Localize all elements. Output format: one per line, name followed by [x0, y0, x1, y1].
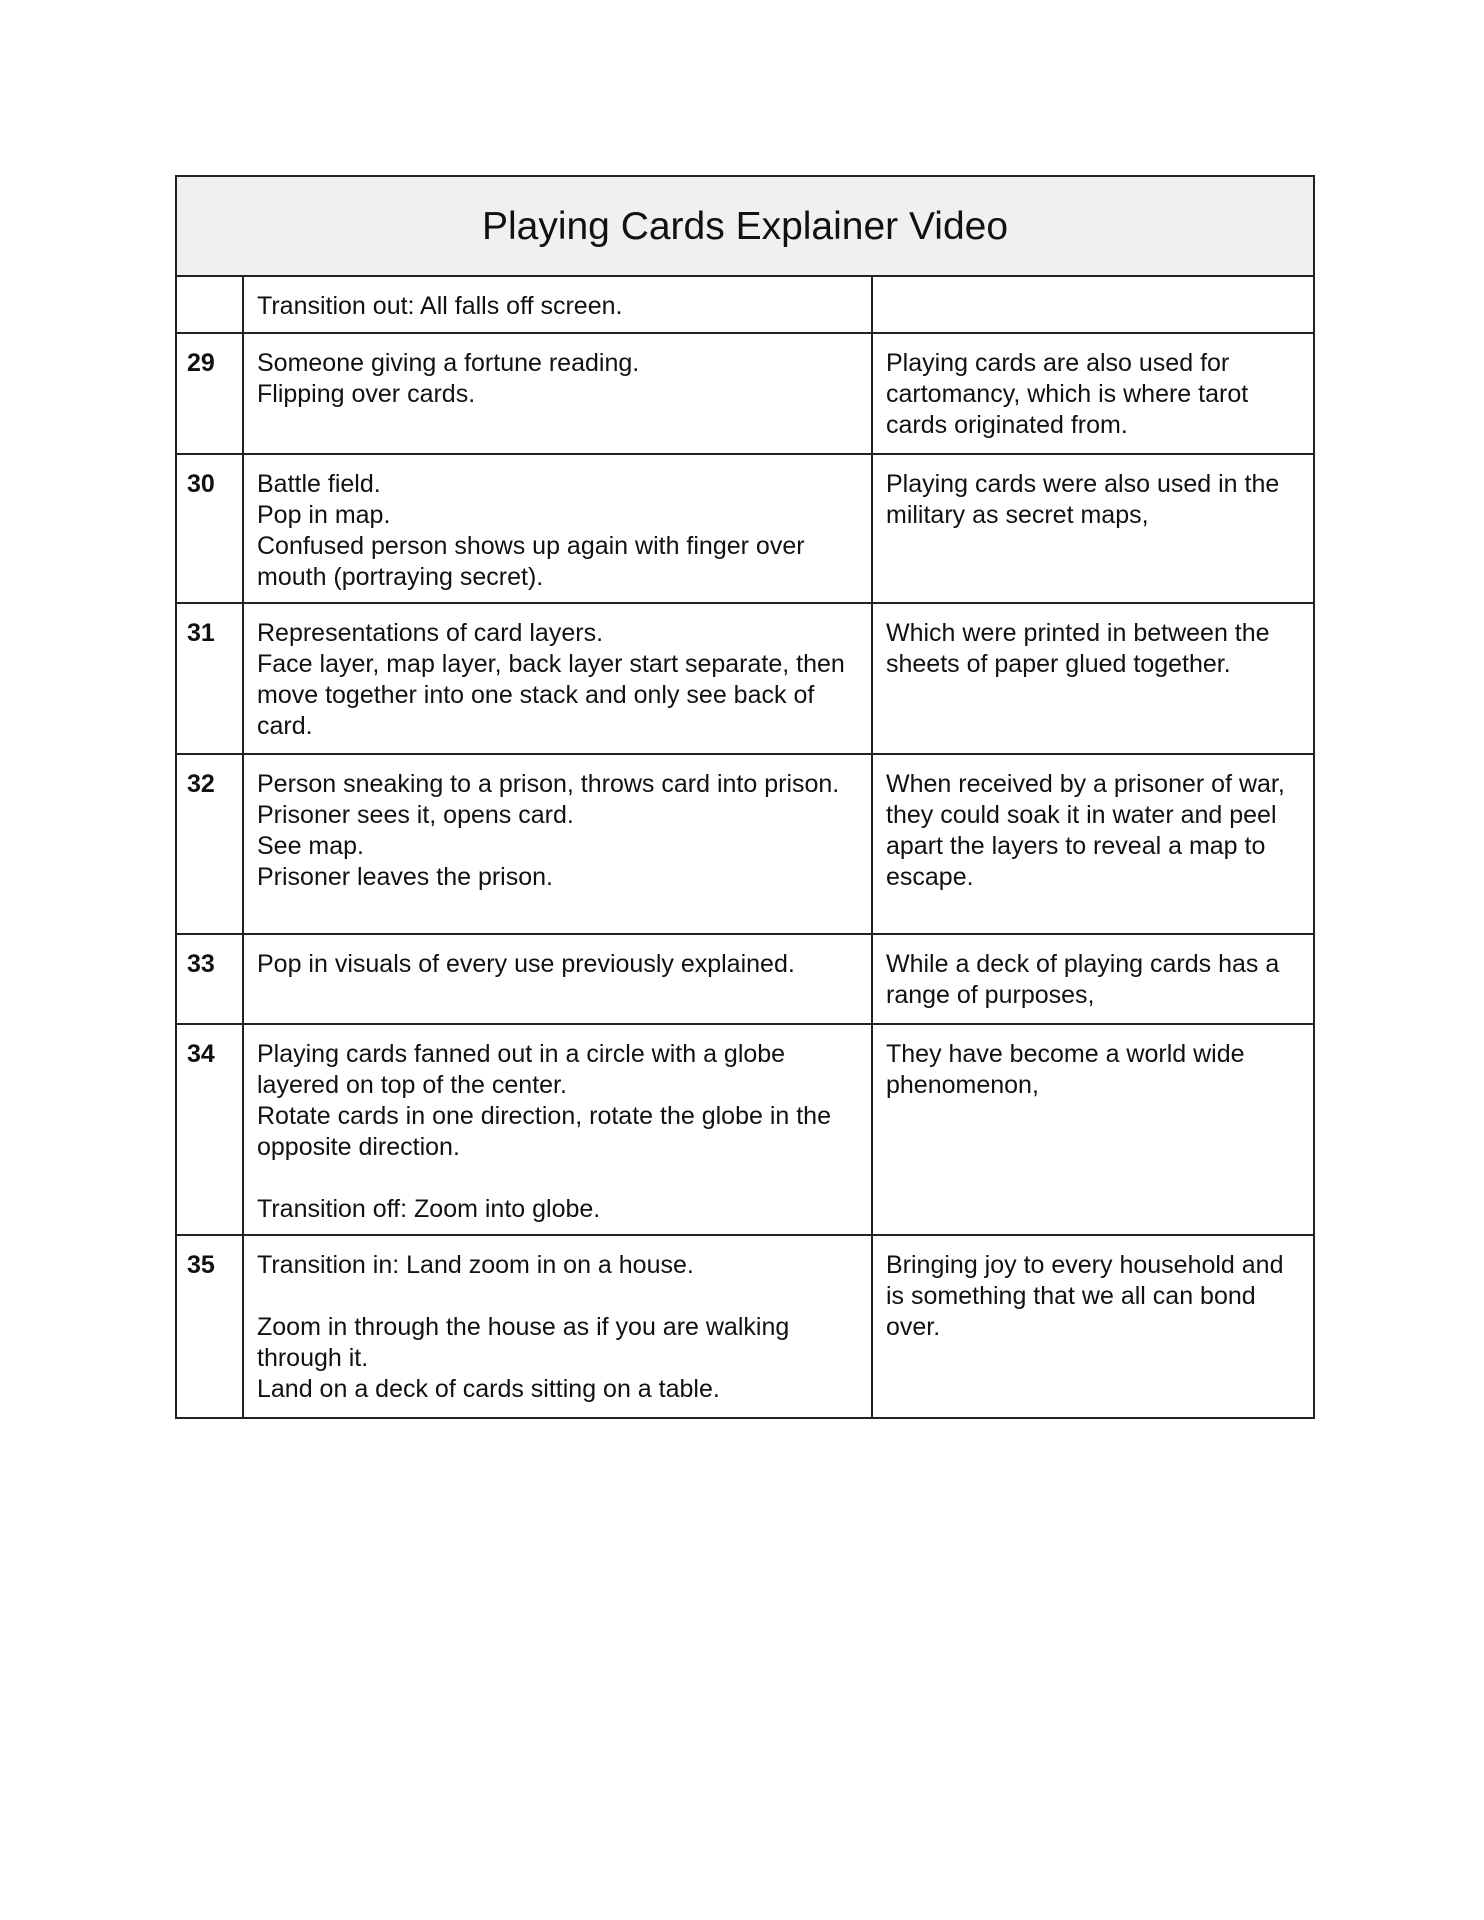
visual-line: Someone giving a fortune reading. — [257, 349, 640, 377]
table-row — [176, 333, 1314, 454]
visual-line: Flipping over cards. — [257, 380, 476, 408]
narration-cell — [872, 333, 1314, 454]
table-row — [176, 1024, 1314, 1235]
visual-line: Rotate cards in one direction, rotate the globe in the opposite direction. — [257, 1102, 838, 1161]
scene-number: 30 — [176, 454, 243, 603]
visual-line: Prisoner leaves the prison. — [257, 863, 553, 891]
narration-line: Playing cards were also used in the military as secret maps, — [886, 470, 1287, 529]
table-row — [176, 754, 1314, 934]
visual-line — [257, 1281, 858, 1312]
table-row — [176, 934, 1314, 1024]
visual-line: Battle field. — [257, 470, 381, 498]
visual-cell — [243, 1235, 872, 1418]
narration-cell — [872, 276, 1314, 333]
narration-line: Which were printed in between the sheets of paper glued together. — [886, 619, 1277, 678]
visual-line: Transition out: All falls off screen. — [257, 292, 623, 320]
visual-line: See map. — [257, 832, 365, 860]
narration-cell — [872, 1235, 1314, 1418]
storyboard-table — [175, 175, 1315, 1419]
narration-line: When received by a prisoner of war, they could soak it in water and peel apart the layers to reveal a map to escape. — [886, 770, 1292, 891]
narration-line: Bringing joy to every household and is something that we all can bond over. — [886, 1251, 1291, 1341]
table-row — [176, 276, 1314, 333]
narration-line: While a deck of playing cards has a range of purposes, — [886, 950, 1287, 1009]
visual-line: Zoom in through the house as if you are walking through it. — [257, 1313, 797, 1372]
visual-line: Person sneaking to a prison, throws card into prison. — [257, 770, 840, 798]
visual-line: Playing cards fanned out in a circle with a globe layered on top of the center. — [257, 1040, 793, 1099]
visual-line: Prisoner sees it, opens card. — [257, 801, 574, 829]
visual-line — [257, 1163, 858, 1194]
narration-cell — [872, 1024, 1314, 1235]
visual-line: Pop in map. — [257, 501, 391, 529]
visual-line: Transition off: Zoom into globe. — [257, 1195, 601, 1223]
title-row — [176, 176, 1314, 276]
visual-cell — [243, 934, 872, 1024]
visual-cell — [243, 454, 872, 603]
scene-number — [176, 276, 243, 333]
narration-line: Playing cards are also used for cartomancy, which is where tarot cards originated from. — [886, 349, 1256, 439]
scene-number: 31 — [176, 603, 243, 754]
scene-number: 33 — [176, 934, 243, 1024]
visual-line: Pop in visuals of every use previously explained. — [257, 950, 795, 978]
narration-cell — [872, 934, 1314, 1024]
narration-cell — [872, 603, 1314, 754]
visual-line: Representations of card layers. — [257, 619, 604, 647]
visual-cell — [243, 754, 872, 934]
visual-cell — [243, 1024, 872, 1235]
table-row — [176, 454, 1314, 603]
visual-cell — [243, 276, 872, 333]
visual-line: Face layer, map layer, back layer start separate, then move together into one stack and only see back of card. — [257, 650, 852, 740]
visual-line: Transition in: Land zoom in on a house. — [257, 1251, 694, 1279]
visual-cell — [243, 333, 872, 454]
visual-line: Confused person shows up again with finger over mouth (portraying secret). — [257, 532, 812, 591]
scene-number: 34 — [176, 1024, 243, 1235]
visual-line: Land on a deck of cards sitting on a table. — [257, 1375, 720, 1403]
narration-cell — [872, 754, 1314, 934]
scene-number: 32 — [176, 754, 243, 934]
scene-number: 29 — [176, 333, 243, 454]
document-title: Playing Cards Explainer Video — [176, 176, 1314, 276]
table-row — [176, 1235, 1314, 1418]
narration-line: They have become a world wide phenomenon, — [886, 1040, 1252, 1099]
table-row — [176, 603, 1314, 754]
scene-number: 35 — [176, 1235, 243, 1418]
visual-cell — [243, 603, 872, 754]
narration-cell — [872, 454, 1314, 603]
